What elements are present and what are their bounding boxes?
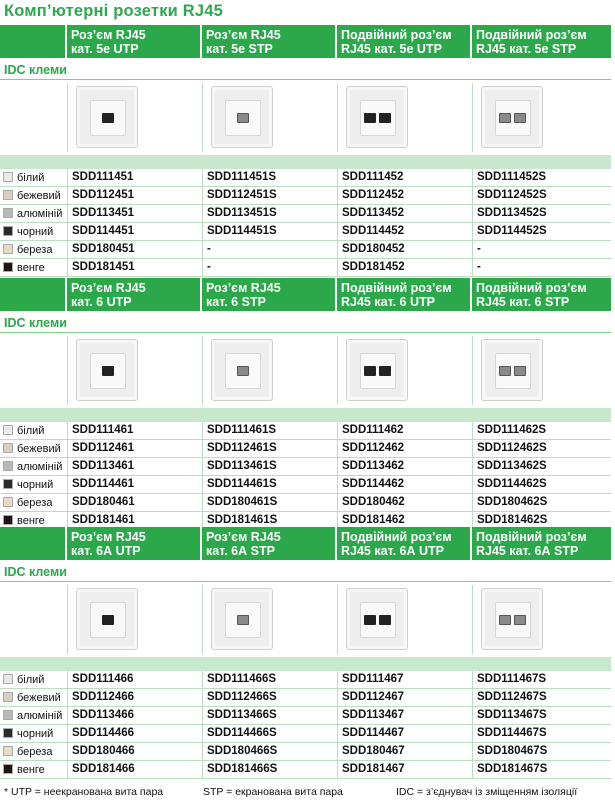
product-code: SDD113461 bbox=[67, 458, 202, 475]
idc-label: IDC клеми bbox=[4, 316, 67, 330]
color-name: бежевий bbox=[17, 443, 61, 455]
product-code: SDD113451S bbox=[202, 205, 337, 222]
table-row bbox=[0, 743, 611, 761]
product-code: - bbox=[472, 241, 611, 258]
rj45-port-icon bbox=[237, 366, 249, 376]
color-cell bbox=[3, 762, 67, 779]
double-rj45-socket-image bbox=[481, 86, 543, 148]
color-name: білий bbox=[17, 674, 45, 686]
color-swatch-icon bbox=[3, 746, 13, 756]
rj45-port-icon bbox=[379, 615, 391, 625]
product-image-row bbox=[0, 585, 611, 654]
rj45-port-icon bbox=[364, 366, 376, 376]
product-code: SDD111466 bbox=[67, 671, 202, 688]
page-title: Комп’ютерні розетки RJ45 bbox=[4, 2, 224, 20]
product-code: SDD114466 bbox=[67, 725, 202, 742]
table-row bbox=[0, 494, 611, 512]
footnote-utp: * UTP = неекранована вита пара bbox=[4, 786, 164, 798]
product-code: SDD111467S bbox=[472, 671, 611, 688]
product-code: SDD114467S bbox=[472, 725, 611, 742]
color-name: береза bbox=[17, 244, 53, 256]
color-name: білий bbox=[17, 172, 45, 184]
product-code: SDD111462 bbox=[337, 422, 472, 439]
column-header: Подвійний роз’єм RJ45 кат. 6 STP bbox=[476, 281, 587, 309]
rj45-port-icon bbox=[364, 615, 376, 625]
product-code: SDD180467 bbox=[337, 743, 472, 760]
product-code: SDD113466S bbox=[202, 707, 337, 724]
product-code: SDD181451 bbox=[67, 259, 202, 276]
block-header bbox=[0, 278, 611, 311]
product-code: SDD111461S bbox=[202, 422, 337, 439]
column-header: Подвійний роз’єм RJ45 кат. 6 UTP bbox=[341, 281, 452, 309]
color-swatch-icon bbox=[3, 710, 13, 720]
color-name: венге bbox=[17, 262, 45, 274]
color-name: чорний bbox=[17, 728, 54, 740]
product-code: SDD180461S bbox=[202, 494, 337, 511]
product-code: SDD180466S bbox=[202, 743, 337, 760]
color-swatch-icon bbox=[3, 461, 13, 471]
product-code: SDD112467 bbox=[337, 689, 472, 706]
product-code: SDD181461S bbox=[202, 512, 337, 529]
color-cell bbox=[3, 188, 67, 205]
color-swatch-icon bbox=[3, 425, 13, 435]
product-code: SDD111451 bbox=[67, 169, 202, 186]
color-swatch-icon bbox=[3, 226, 13, 236]
table-row bbox=[0, 440, 611, 458]
product-code: SDD180451 bbox=[67, 241, 202, 258]
product-code: SDD180462S bbox=[472, 494, 611, 511]
color-swatch-icon bbox=[3, 190, 13, 200]
product-code: SDD112462S bbox=[472, 440, 611, 457]
color-cell bbox=[3, 726, 67, 743]
double-rj45-socket-image bbox=[346, 339, 408, 401]
rj45-port-icon bbox=[514, 615, 526, 625]
color-name: береза bbox=[17, 746, 53, 758]
rj45-socket-image bbox=[211, 339, 273, 401]
table-row bbox=[0, 205, 611, 223]
column-header: Роз’єм RJ45 кат. 6 STP bbox=[206, 281, 281, 309]
table-row bbox=[0, 187, 611, 205]
product-code: SDD112467S bbox=[472, 689, 611, 706]
table-row bbox=[0, 476, 611, 494]
rj45-port-icon bbox=[499, 615, 511, 625]
product-code: SDD114461 bbox=[67, 476, 202, 493]
color-swatch-icon bbox=[3, 674, 13, 684]
color-cell bbox=[3, 459, 67, 476]
rj45-port-icon bbox=[379, 366, 391, 376]
color-name: білий bbox=[17, 425, 45, 437]
product-code: SDD181462S bbox=[472, 512, 611, 529]
table-row bbox=[0, 241, 611, 259]
product-code: SDD113452 bbox=[337, 205, 472, 222]
product-code: SDD111462S bbox=[472, 422, 611, 439]
product-code: SDD112466S bbox=[202, 689, 337, 706]
footnote-stp: STP = екранована вита пара bbox=[203, 786, 343, 798]
column-header: Подвійний роз’єм RJ45 кат. 6А UTP bbox=[341, 530, 452, 558]
color-name: бежевий bbox=[17, 190, 61, 202]
product-code: SDD180467S bbox=[472, 743, 611, 760]
rj45-port-icon bbox=[102, 113, 114, 123]
color-name: береза bbox=[17, 497, 53, 509]
idc-label: IDC клеми bbox=[4, 565, 67, 579]
product-code: SDD114451S bbox=[202, 223, 337, 240]
product-code: SDD181462 bbox=[337, 512, 472, 529]
rj45-port-icon bbox=[102, 615, 114, 625]
product-code: SDD113462 bbox=[337, 458, 472, 475]
rj45-port-icon bbox=[499, 366, 511, 376]
column-header: Роз’єм RJ45 кат. 6 UTP bbox=[71, 281, 146, 309]
product-code: SDD111451S bbox=[202, 169, 337, 186]
color-cell bbox=[3, 495, 67, 512]
color-cell bbox=[3, 423, 67, 440]
product-code: SDD181467S bbox=[472, 761, 611, 778]
product-code: - bbox=[202, 241, 337, 258]
column-header: Подвійний роз’єм RJ45 кат. 5е STP bbox=[476, 28, 587, 56]
product-code: SDD111452S bbox=[472, 169, 611, 186]
product-code: SDD111467 bbox=[337, 671, 472, 688]
product-code: - bbox=[472, 259, 611, 276]
table-row bbox=[0, 259, 611, 277]
color-swatch-icon bbox=[3, 515, 13, 525]
color-swatch-icon bbox=[3, 262, 13, 272]
rj45-socket-image bbox=[76, 588, 138, 650]
product-code: SDD181452 bbox=[337, 259, 472, 276]
block-header bbox=[0, 25, 611, 58]
product-code: SDD112462 bbox=[337, 440, 472, 457]
product-code: SDD112461 bbox=[67, 440, 202, 457]
product-code: SDD112451S bbox=[202, 187, 337, 204]
double-rj45-socket-image bbox=[346, 588, 408, 650]
product-code: SDD181466 bbox=[67, 761, 202, 778]
color-cell bbox=[3, 477, 67, 494]
column-header: Подвійний роз’єм RJ45 кат. 6А STP bbox=[476, 530, 587, 558]
color-swatch-icon bbox=[3, 479, 13, 489]
product-image-row bbox=[0, 83, 611, 152]
color-swatch-icon bbox=[3, 208, 13, 218]
color-cell bbox=[3, 441, 67, 458]
idc-label: IDC клеми bbox=[4, 63, 67, 77]
product-code: SDD111452 bbox=[337, 169, 472, 186]
color-cell bbox=[3, 170, 67, 187]
color-cell bbox=[3, 260, 67, 277]
color-name: чорний bbox=[17, 226, 54, 238]
color-name: чорний bbox=[17, 479, 54, 491]
product-code: SDD114467 bbox=[337, 725, 472, 742]
color-cell bbox=[3, 206, 67, 223]
table-row bbox=[0, 761, 611, 779]
color-swatch-icon bbox=[3, 244, 13, 254]
product-code: SDD111461 bbox=[67, 422, 202, 439]
rj45-port-icon bbox=[499, 113, 511, 123]
color-name: венге bbox=[17, 764, 45, 776]
rj45-port-icon bbox=[237, 113, 249, 123]
column-header: Подвійний роз’єм RJ45 кат. 5е UTP bbox=[341, 28, 452, 56]
double-rj45-socket-image bbox=[346, 86, 408, 148]
color-swatch-icon bbox=[3, 497, 13, 507]
rj45-port-icon bbox=[514, 366, 526, 376]
product-code: SDD114452 bbox=[337, 223, 472, 240]
column-header: Роз’єм RJ45 кат. 6А UTP bbox=[71, 530, 146, 558]
double-rj45-socket-image bbox=[481, 588, 543, 650]
product-code: SDD114452S bbox=[472, 223, 611, 240]
product-code: SDD181466S bbox=[202, 761, 337, 778]
product-code: SDD113461S bbox=[202, 458, 337, 475]
color-cell bbox=[3, 690, 67, 707]
block-header bbox=[0, 527, 611, 560]
rj45-port-icon bbox=[514, 113, 526, 123]
color-name: алюміній bbox=[17, 461, 63, 473]
color-swatch-icon bbox=[3, 172, 13, 182]
rj45-socket-image bbox=[211, 588, 273, 650]
rj45-socket-image bbox=[76, 86, 138, 148]
color-cell bbox=[3, 708, 67, 725]
rj45-port-icon bbox=[237, 615, 249, 625]
product-code: SDD114461S bbox=[202, 476, 337, 493]
product-code: SDD113452S bbox=[472, 205, 611, 222]
product-code: SDD180461 bbox=[67, 494, 202, 511]
product-code: SDD181467 bbox=[337, 761, 472, 778]
column-header: Роз’єм RJ45 кат. 6А STP bbox=[206, 530, 281, 558]
color-swatch-icon bbox=[3, 692, 13, 702]
rj45-port-icon bbox=[102, 366, 114, 376]
product-code: SDD113467S bbox=[472, 707, 611, 724]
color-swatch-icon bbox=[3, 764, 13, 774]
column-header: Роз’єм RJ45 кат. 5е UTP bbox=[71, 28, 146, 56]
rj45-socket-image bbox=[211, 86, 273, 148]
rj45-port-icon bbox=[379, 113, 391, 123]
table-row bbox=[0, 671, 611, 689]
color-cell bbox=[3, 224, 67, 241]
product-code: SDD114462 bbox=[337, 476, 472, 493]
color-swatch-icon bbox=[3, 728, 13, 738]
double-rj45-socket-image bbox=[481, 339, 543, 401]
table-row bbox=[0, 689, 611, 707]
product-code: SDD114462S bbox=[472, 476, 611, 493]
product-code: SDD114466S bbox=[202, 725, 337, 742]
product-code: SDD111466S bbox=[202, 671, 337, 688]
footnote-idc: IDC = з’єднувач із зміщенням ізоляції bbox=[396, 786, 578, 798]
product-code: SDD181461 bbox=[67, 512, 202, 529]
product-image-row bbox=[0, 336, 611, 405]
rj45-socket-image bbox=[76, 339, 138, 401]
product-code: SDD113466 bbox=[67, 707, 202, 724]
color-name: бежевий bbox=[17, 692, 61, 704]
color-name: алюміній bbox=[17, 710, 63, 722]
column-header: Роз’єм RJ45 кат. 5е STP bbox=[206, 28, 281, 56]
product-code: SDD113467 bbox=[337, 707, 472, 724]
color-name: алюміній bbox=[17, 208, 63, 220]
product-code: SDD112452S bbox=[472, 187, 611, 204]
table-row bbox=[0, 422, 611, 440]
product-code: - bbox=[202, 259, 337, 276]
rj45-port-icon bbox=[364, 113, 376, 123]
product-code: SDD180466 bbox=[67, 743, 202, 760]
product-code: SDD112466 bbox=[67, 689, 202, 706]
product-code: SDD180462 bbox=[337, 494, 472, 511]
color-cell bbox=[3, 744, 67, 761]
product-code: SDD113462S bbox=[472, 458, 611, 475]
color-cell bbox=[3, 672, 67, 689]
table-row bbox=[0, 725, 611, 743]
color-cell bbox=[3, 242, 67, 259]
product-code: SDD114451 bbox=[67, 223, 202, 240]
table-row bbox=[0, 169, 611, 187]
color-name: венге bbox=[17, 515, 45, 527]
product-code: SDD180452 bbox=[337, 241, 472, 258]
table-row bbox=[0, 458, 611, 476]
product-code: SDD113451 bbox=[67, 205, 202, 222]
table-row bbox=[0, 707, 611, 725]
color-swatch-icon bbox=[3, 443, 13, 453]
product-code: SDD112451 bbox=[67, 187, 202, 204]
table-row bbox=[0, 223, 611, 241]
product-code: SDD112452 bbox=[337, 187, 472, 204]
product-code: SDD112461S bbox=[202, 440, 337, 457]
